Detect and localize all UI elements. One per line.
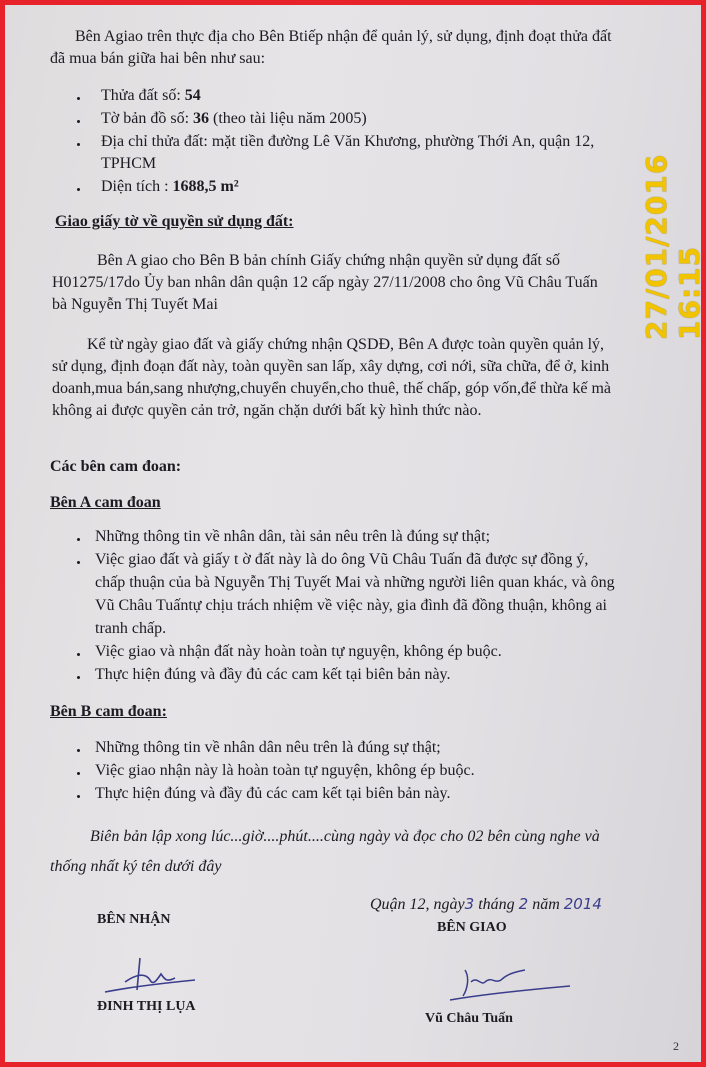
handover-p2-line-3: doanh,mua bán,sang nhượng,chuyển chuyển,cho thuê, thế chấp, góp vốn,để thừa kế mà	[52, 380, 611, 397]
closing-line-2: thống nhất ký tên dưới đây	[50, 858, 222, 875]
bullet-icon	[77, 749, 80, 752]
handover-p2-line-2: sử dụng, định đoạn đất này, toàn quyền san lấp, xây dựng, cơi nới, sữa chữa, để ở, kinh	[52, 358, 610, 375]
document-page	[5, 5, 706, 1062]
receiver-name: ĐINH THỊ LỤA	[97, 999, 196, 1014]
party-a-heading: Bên A cam đoan	[50, 494, 161, 511]
handover-p1-line-3: bà Nguyễn Thị Tuyết Mai	[52, 296, 218, 313]
intro-line-2: đã mua bán giữa hai bên như sau:	[50, 50, 266, 67]
handover-heading: Giao giấy tờ về quyền sử dụng đất:	[55, 213, 294, 230]
photo-timestamp: 27/01/2016 16:15	[640, 153, 706, 340]
party-b-item-3: Thực hiện đúng và đầy đủ các cam kết tại biên bản này.	[95, 785, 451, 802]
giver-label: BÊN GIAO	[437, 920, 507, 935]
land-area: Diện tích : 1688,5 m²	[101, 178, 239, 195]
page-number: 2	[673, 1039, 679, 1053]
party-a-item-2-cont-3: tranh chấp.	[95, 620, 167, 637]
land-address-line-2: TPHCM	[101, 155, 157, 172]
date-line: Quận 12, ngày3 tháng 2 năm 2014	[370, 895, 602, 913]
receiver-label: BÊN NHẬN	[97, 912, 171, 927]
party-a-item-2-cont-1: chấp thuận của bà Nguyễn Thị Tuyết Mai và những người liên quan khác, và ông	[95, 574, 615, 591]
party-a-item-2-cont-2: Vũ Châu Tuấntự chịu trách nhiệm về việc này, gia đình đã đồng thuận, không ai	[95, 597, 607, 614]
party-b-item-2: Việc giao nhận này là hoàn toàn tự nguyện, không ép buộc.	[95, 762, 475, 779]
land-map-sheet: Tờ bản đồ số: 36 (theo tài liệu năm 2005)	[101, 110, 367, 127]
bullet-icon	[77, 120, 80, 123]
handover-p1-line-2: H01275/17do Ủy ban nhân dân quận 12 cấp ngày 27/11/2008 cho ông Vũ Châu Tuấn	[52, 274, 598, 291]
party-b-heading: Bên B cam đoan:	[50, 703, 167, 720]
land-address-line-1: Địa chỉ thửa đất: mặt tiền đường Lê Văn Khương, phường Thới An, quận 12,	[101, 133, 595, 150]
bullet-icon	[77, 653, 80, 656]
bullet-icon	[77, 561, 80, 564]
party-a-item-2: Việc giao đất và giấy t ờ đất này là do ông Vũ Châu Tuấn đã được sự đồng ý,	[95, 551, 589, 568]
giver-name: Vũ Châu Tuấn	[425, 1011, 513, 1026]
bullet-icon	[77, 188, 80, 191]
party-b-item-1: Những thông tin về nhân dân nêu trên là đúng sự thật;	[95, 739, 441, 756]
closing-line-1: Biên bản lập xong lúc...giờ....phút....cùng ngày và đọc cho 02 bên cùng nghe và	[90, 828, 600, 845]
bullet-icon	[77, 97, 80, 100]
giver-signature	[445, 960, 575, 1005]
receiver-signature	[95, 950, 205, 1000]
party-a-item-1: Những thông tin về nhân dân, tài sản nêu trên là đúng sự thật;	[95, 528, 491, 545]
bullet-icon	[77, 143, 80, 146]
bullet-icon	[77, 538, 80, 541]
intro-line-1: Bên Agiao trên thực địa cho Bên Btiếp nhận để quản lý, sử dụng, định đoạt thửa đất	[75, 28, 612, 45]
land-parcel: Thửa đất số: 54	[101, 87, 201, 104]
commitments-heading: Các bên cam đoan:	[50, 458, 182, 475]
handover-p2-line-4: không ai được quyền cản trở, ngăn chặn dưới bất kỳ hình thức nào.	[52, 402, 482, 419]
handover-p1-line-1: Bên A giao cho Bên B bản chính Giấy chứng nhận quyền sử dụng đất số	[97, 252, 561, 269]
party-a-item-4: Thực hiện đúng và đầy đủ các cam kết tại biên bản này.	[95, 666, 451, 683]
party-a-item-3: Việc giao và nhận đất này hoàn toàn tự nguyện, không ép buộc.	[95, 643, 502, 660]
bullet-icon	[77, 772, 80, 775]
bullet-icon	[77, 676, 80, 679]
bullet-icon	[77, 795, 80, 798]
handover-p2-line-1: Kể từ ngày giao đất và giấy chứng nhận QSDĐ, Bên A được toàn quyền quản lý,	[87, 336, 605, 353]
